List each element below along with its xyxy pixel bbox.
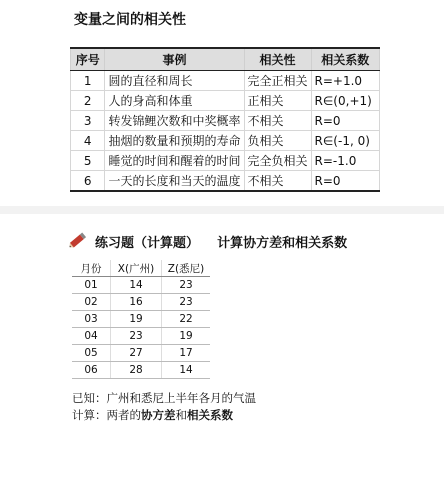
task-text	[72, 407, 233, 423]
header-correlation: 相关性	[244, 48, 311, 71]
exercise-card	[0, 214, 444, 493]
cell-coefficient: R∈(-1, 0)	[311, 131, 379, 151]
table-row	[72, 294, 210, 311]
cell-guangzhou: 19	[111, 311, 162, 328]
section-title: 变量之间的相关性	[74, 12, 186, 28]
correlation-table	[70, 47, 380, 192]
correlation-card	[0, 0, 444, 206]
table-row	[71, 171, 380, 192]
cell-guangzhou: 27	[111, 345, 162, 362]
table-row	[72, 345, 210, 362]
cell-month: 02	[72, 294, 111, 311]
cell-month: 01	[72, 277, 111, 294]
cell-coefficient: R=0	[311, 111, 379, 131]
cell-guangzhou: 14	[111, 277, 162, 294]
cell-sydney: 14	[162, 362, 211, 379]
cell-index: 5	[71, 151, 105, 171]
temperature-table	[72, 260, 210, 379]
header-sydney: Z(悉尼)	[162, 260, 211, 277]
table-row	[72, 311, 210, 328]
cell-guangzhou: 16	[111, 294, 162, 311]
cell-index: 1	[71, 71, 105, 91]
task-covariance: 协方差	[141, 408, 176, 422]
given-text: 已知：广州和悉尼上半年各月的气温	[72, 391, 256, 405]
cell-example: 一天的长度和当天的温度	[105, 171, 244, 192]
table-row	[71, 71, 380, 91]
table-row	[71, 111, 380, 131]
cell-example: 圆的直径和周长	[105, 71, 244, 91]
cell-correlation: 不相关	[244, 111, 311, 131]
cell-correlation: 负相关	[244, 131, 311, 151]
cell-coefficient: R∈(0,+1)	[311, 91, 379, 111]
table-header-row	[71, 48, 380, 71]
pencil-icon	[67, 230, 89, 250]
header-index: 序号	[71, 48, 105, 71]
cell-sydney: 23	[162, 294, 211, 311]
cell-month: 03	[72, 311, 111, 328]
table-row	[72, 328, 210, 345]
cell-month: 04	[72, 328, 111, 345]
exercise-title: 练习题（计算题） 计算协方差和相关系数	[95, 236, 348, 251]
cell-month: 06	[72, 362, 111, 379]
cell-guangzhou: 28	[111, 362, 162, 379]
cell-sydney: 23	[162, 277, 211, 294]
cell-example: 睡觉的时间和醒着的时间	[105, 151, 244, 171]
header-example: 事例	[105, 48, 244, 71]
cell-month: 05	[72, 345, 111, 362]
table-row	[71, 151, 380, 171]
table-header-row	[72, 260, 210, 277]
cell-correlation: 不相关	[244, 171, 311, 192]
cell-coefficient: R=-1.0	[311, 151, 379, 171]
cell-index: 2	[71, 91, 105, 111]
cell-index: 4	[71, 131, 105, 151]
table-row	[72, 277, 210, 294]
cell-correlation: 完全负相关	[244, 151, 311, 171]
cell-coefficient: R=+1.0	[311, 71, 379, 91]
cell-sydney: 17	[162, 345, 211, 362]
task-prefix: 计算：两者的	[72, 408, 141, 422]
cell-sydney: 22	[162, 311, 211, 328]
task-correlation: 相关系数	[187, 408, 233, 422]
header-guangzhou: X(广州)	[111, 260, 162, 277]
cell-index: 3	[71, 111, 105, 131]
header-coefficient: 相关系数	[311, 48, 379, 71]
cell-correlation: 完全正相关	[244, 71, 311, 91]
cell-correlation: 正相关	[244, 91, 311, 111]
table-row	[71, 91, 380, 111]
cell-example: 转发锦鲤次数和中奖概率	[105, 111, 244, 131]
cell-example: 抽烟的数量和预期的寿命	[105, 131, 244, 151]
cell-coefficient: R=0	[311, 171, 379, 192]
table-row	[72, 362, 210, 379]
table-row	[71, 131, 380, 151]
task-and: 和	[175, 408, 187, 422]
cell-index: 6	[71, 171, 105, 192]
header-month: 月份	[72, 260, 111, 277]
cell-example: 人的身高和体重	[105, 91, 244, 111]
cell-guangzhou: 23	[111, 328, 162, 345]
cell-sydney: 19	[162, 328, 211, 345]
